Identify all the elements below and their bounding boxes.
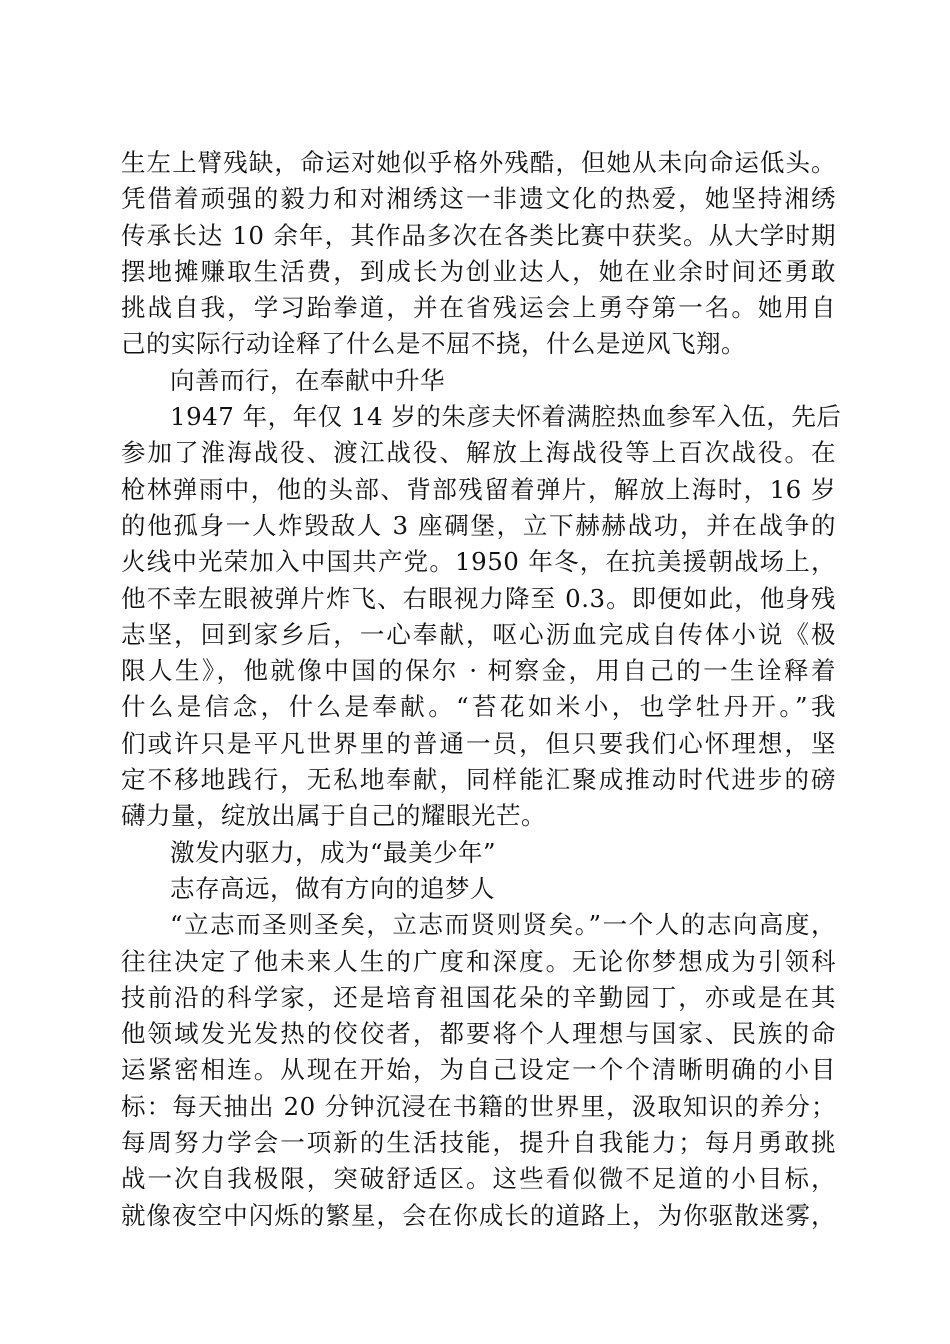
body-text [121,145,842,1234]
text-line: 什么是信念，什么是奉献。“苔花如米小，也学牡丹开。”我 [121,692,836,722]
text-line: 的他孤身一人炸毁敌人 3 座碉堡，立下赫赫战功，并在战争的 [121,510,836,540]
text-line: 礴力量，绽放出属于自己的耀眼光芒。 [121,801,546,831]
text-line: 往往决定了他未来人生的广度和深度。无论你梦想成为引领科 [121,946,836,976]
text-line: 战一次自我极限，突破舒适区。这些看似微不足道的小目标， [121,1164,836,1194]
text-line: 1947 年，年仅 14 岁的朱彦夫怀着满腔热血参军入伍，先后 [170,402,842,432]
text-line: 火线中光荣加入中国共产党。1950 年冬，在抗美援朝战场上， [121,547,836,577]
text-line: 挑战自我，学习跆拳道，并在省残运会上勇夺第一名。她用自 [121,293,836,323]
text-line: 他不幸左眼被弹片炸飞、右眼视力降至 0.3。即便如此，他身残 [121,583,836,613]
text-line: 凭借着顽强的毅力和对湘绣这一非遗文化的热爱，她坚持湘绣 [121,184,836,214]
text-line: 技前沿的科学家，还是培育祖国花朵的辛勤园丁，亦或是在其 [121,982,836,1012]
text-line: 摆地摊赚取生活费，到成长为创业达人，她在业余时间还勇敢 [121,256,836,286]
text-line: 传承长达 10 余年，其作品多次在各类比赛中获奖。从大学时期 [121,220,836,250]
text-line: 们或许只是平凡世界里的普通一员，但只要我们心怀理想，坚 [121,728,836,758]
section-heading: 激发内驱力，成为“最美少年” [170,837,497,867]
text-line: “立志而圣则圣矣，立志而贤则贤矣。”一个人的志向高度， [170,910,836,940]
text-line: 运紧密相连。从现在开始，为自己设定一个个清晰明确的小目 [121,1055,836,1085]
section-heading: 向善而行，在奉献中升华 [170,365,445,395]
text-line: 限人生》，他就像中国的保尔 · 柯察金，用自己的一生诠释着 [121,656,836,686]
text-line: 定不移地践行，无私地奉献，同样能汇聚成推动时代进步的磅 [121,765,836,795]
text-line: 生左上臂残缺，命运对她似乎格外残酷，但她从未向命运低头。 [121,148,836,177]
text-line: 己的实际行动诠释了什么是不屈不挠，什么是逆风飞翔。 [121,329,746,359]
text-line: 每周努力学会一项新的生活技能，提升自我能力；每月勇敢挑 [121,1128,836,1158]
text-line: 就像夜空中闪烁的繁星，会在你成长的道路上，为你驱散迷雾， [121,1200,836,1230]
text-line: 志坚，回到家乡后，一心奉献，呕心沥血完成自传体小说《极 [121,619,836,649]
text-line: 枪林弹雨中，他的头部、背部残留着弹片，解放上海时，16 岁 [121,474,836,504]
text-line: 参加了淮海战役、渡江战役、解放上海战役等上百次战役。在 [121,438,836,468]
text-line: 标：每天抽出 20 分钟沉浸在书籍的世界里，汲取知识的养分； [121,1091,836,1121]
text-line: 他领域发光发热的佼佼者，都要将个人理想与国家、民族的命 [121,1019,836,1049]
subsection-heading: 志存高远，做有方向的追梦人 [170,873,495,903]
